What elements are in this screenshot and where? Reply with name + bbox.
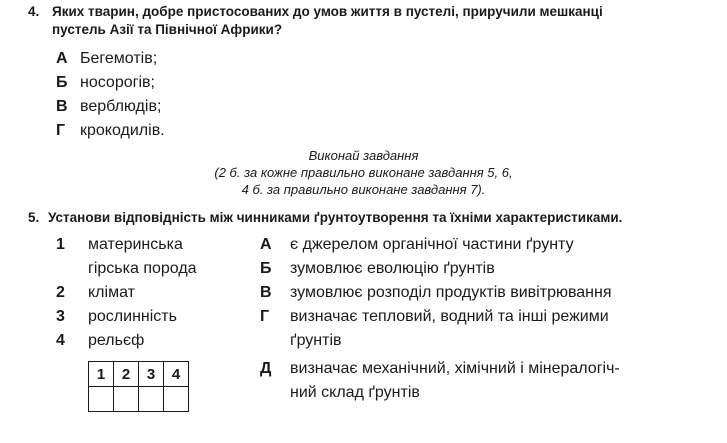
question-4-text-line1: Яких тварин, добре пристосованих до умов життя в пустелі, приручили мешканці <box>52 4 603 19</box>
answer-table-header-cell: 3 <box>139 362 164 387</box>
answer-table <box>88 361 189 412</box>
question-4-number: 4. <box>28 4 40 19</box>
answer-cell[interactable] <box>139 387 164 412</box>
characteristic-text: ний склад ґрунтів <box>290 384 420 401</box>
question-5-text: Установи відповідність між чинниками ґрунтоутворення та їхніми характеристиками. <box>48 210 623 225</box>
characteristic-letter: В <box>260 284 272 301</box>
option-text: Бегемотів; <box>80 50 158 67</box>
answer-cell[interactable] <box>164 387 189 412</box>
answer-table-header-row <box>89 362 189 387</box>
answer-table-header-cell: 1 <box>89 362 114 387</box>
option-letter: Б <box>56 74 68 91</box>
option-text: крокодилів. <box>80 122 165 139</box>
instruction-title: Виконай завдання <box>308 148 419 163</box>
instruction-line2: (2 б. за кожне правильно виконане завдання 5, 6, <box>214 165 513 180</box>
question-4-text-line2: пустель Азії та Північної Африки? <box>52 22 283 37</box>
factor-text: рослинність <box>88 308 177 325</box>
answer-table-header-cell: 4 <box>164 362 189 387</box>
characteristic-text: зумовлює розподіл продуктів вивітрювання <box>290 284 612 301</box>
answer-cell[interactable] <box>114 387 139 412</box>
characteristic-letter: Б <box>260 260 272 277</box>
factor-number: 4 <box>56 332 65 349</box>
characteristic-letter: А <box>260 236 272 253</box>
option-letter: В <box>56 98 68 115</box>
answer-table-header-cell: 2 <box>114 362 139 387</box>
answer-cell[interactable] <box>89 387 114 412</box>
option-letter: А <box>56 50 68 67</box>
characteristic-text: зумовлює еволюцію ґрунтів <box>290 260 495 277</box>
characteristic-text: ґрунтів <box>290 332 342 349</box>
option-letter: Г <box>56 122 66 139</box>
characteristic-letter: Г <box>260 308 270 325</box>
answer-table-input-row <box>89 387 189 412</box>
factor-number: 1 <box>56 236 65 253</box>
option-text: носорогів; <box>80 74 155 91</box>
characteristic-text: визначає механічний, хімічний і мінералогіч- <box>290 360 620 377</box>
factor-text: материнська <box>88 236 183 253</box>
instruction-line3: 4 б. за правильно виконане завдання 7). <box>241 182 486 197</box>
factor-text: клімат <box>88 284 135 301</box>
question-5-number: 5. <box>28 210 40 225</box>
factor-text: рельєф <box>88 332 145 349</box>
factor-number: 2 <box>56 284 65 301</box>
option-text: верблюдів; <box>80 98 162 115</box>
characteristic-text: є джерелом органічної частини ґрунту <box>290 236 574 253</box>
characteristic-letter: Д <box>260 360 272 377</box>
factor-number: 3 <box>56 308 65 325</box>
characteristic-text: визначає тепловий, водний та інші режими <box>290 308 609 325</box>
factor-text: гірська порода <box>88 260 197 277</box>
